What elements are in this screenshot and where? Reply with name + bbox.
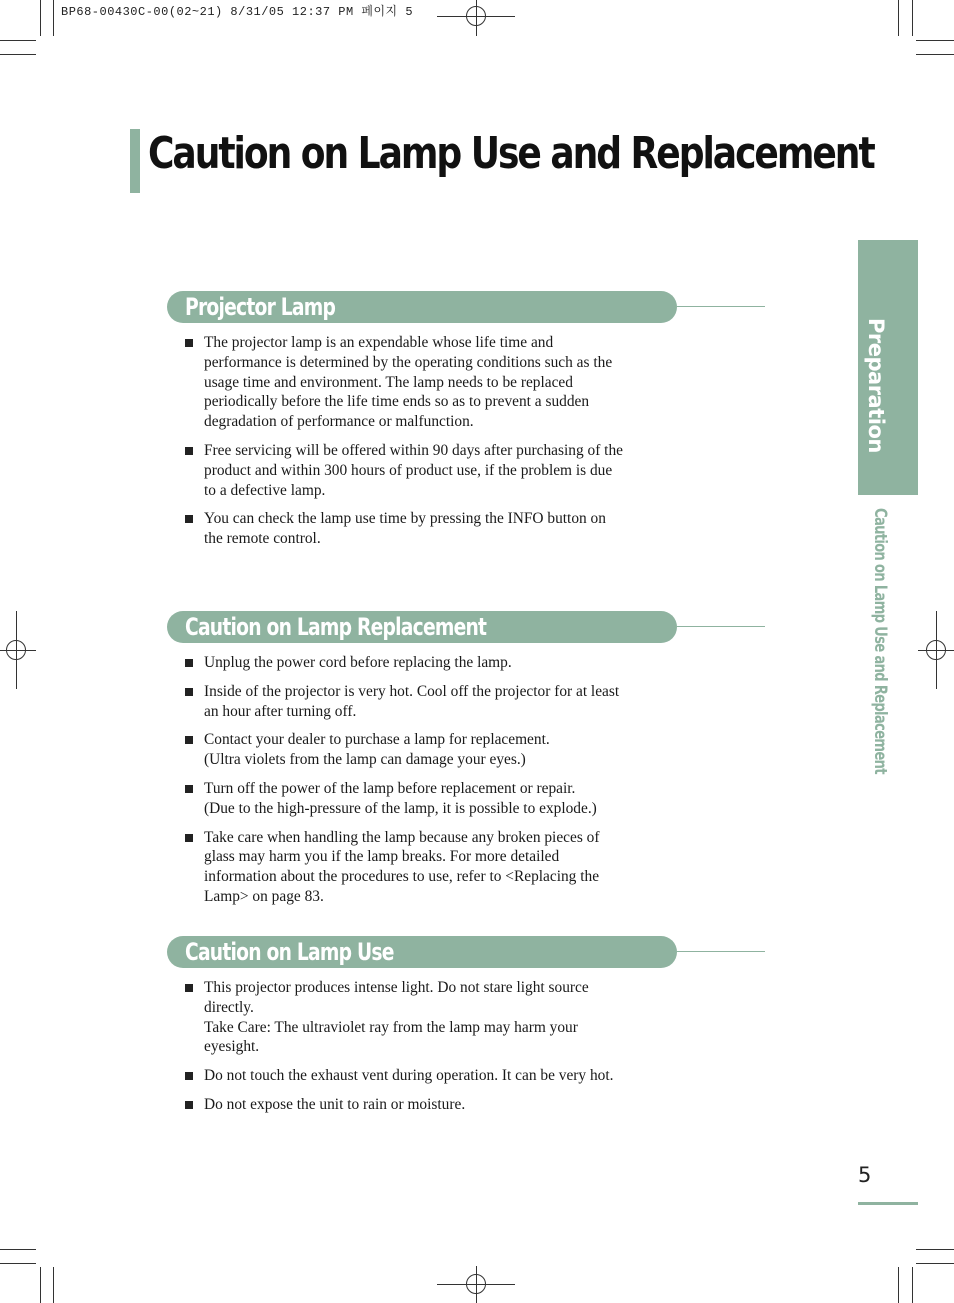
section-header-projector-lamp: Projector Lamp — [167, 291, 677, 323]
section-rule — [677, 626, 765, 627]
page-title: Caution on Lamp Use and Replacement — [148, 128, 874, 179]
list-item: You can check the lamp use time by pressing the INFO button on the remote control. — [185, 509, 675, 549]
list-item: This projector produces intense light. Do not stare light source directly. Take Care: The ultraviolet ray from the lamp may harm your eyesight. — [185, 978, 675, 1057]
list-item: Contact your dealer to purchase a lamp for replacement. (Ultra violets from the lamp can damage your eyes.) — [185, 730, 675, 770]
side-tab-label: Preparation — [864, 318, 888, 453]
title-accent-bar — [130, 129, 140, 193]
section-header-lamp-replacement: Caution on Lamp Replacement — [167, 611, 677, 643]
bullet-list-lamp-replacement — [185, 653, 675, 916]
list-item: Free servicing will be offered within 90 days after purchasing of the product and within 300 hours of product use, if the problem is due to a defective lamp. — [185, 441, 675, 500]
list-item: Do not touch the exhaust vent during operation. It can be very hot. — [185, 1066, 675, 1086]
list-item: Take care when handling the lamp because any broken pieces of glass may harm you if the lamp breaks. For more detailed information about the procedures to use, refer to <Replacing the Lamp> on page 83. — [185, 828, 675, 907]
side-caption: Caution on Lamp Use and Replacement — [870, 508, 890, 774]
bullet-list-lamp-use — [185, 978, 675, 1124]
list-item: Unplug the power cord before replacing the lamp. — [185, 653, 675, 673]
print-header: BP68-00430C-00(02~21) 8/31/05 12:37 PM 페이지 5 — [61, 5, 414, 19]
section-header-lamp-use: Caution on Lamp Use — [167, 936, 677, 968]
bullet-list-projector-lamp — [185, 333, 675, 558]
section-rule — [677, 306, 765, 307]
page-number: 5 — [858, 1163, 872, 1187]
side-tab — [858, 240, 918, 495]
list-item: Do not expose the unit to rain or moisture. — [185, 1095, 675, 1115]
list-item: Inside of the projector is very hot. Cool off the projector for at least an hour after turning off. — [185, 682, 675, 722]
section-rule — [677, 951, 765, 952]
list-item: The projector lamp is an expendable whose life time and performance is determined by the operating conditions such as the usage time and environment. The lamp needs to be replaced periodically before the life time ends so as to prevent a sudden degradation of performance or malfunction. — [185, 333, 675, 432]
page-number-rule — [858, 1202, 918, 1205]
list-item: Turn off the power of the lamp before replacement or repair. (Due to the high-pressure of the lamp, it is possible to explode.) — [185, 779, 675, 819]
